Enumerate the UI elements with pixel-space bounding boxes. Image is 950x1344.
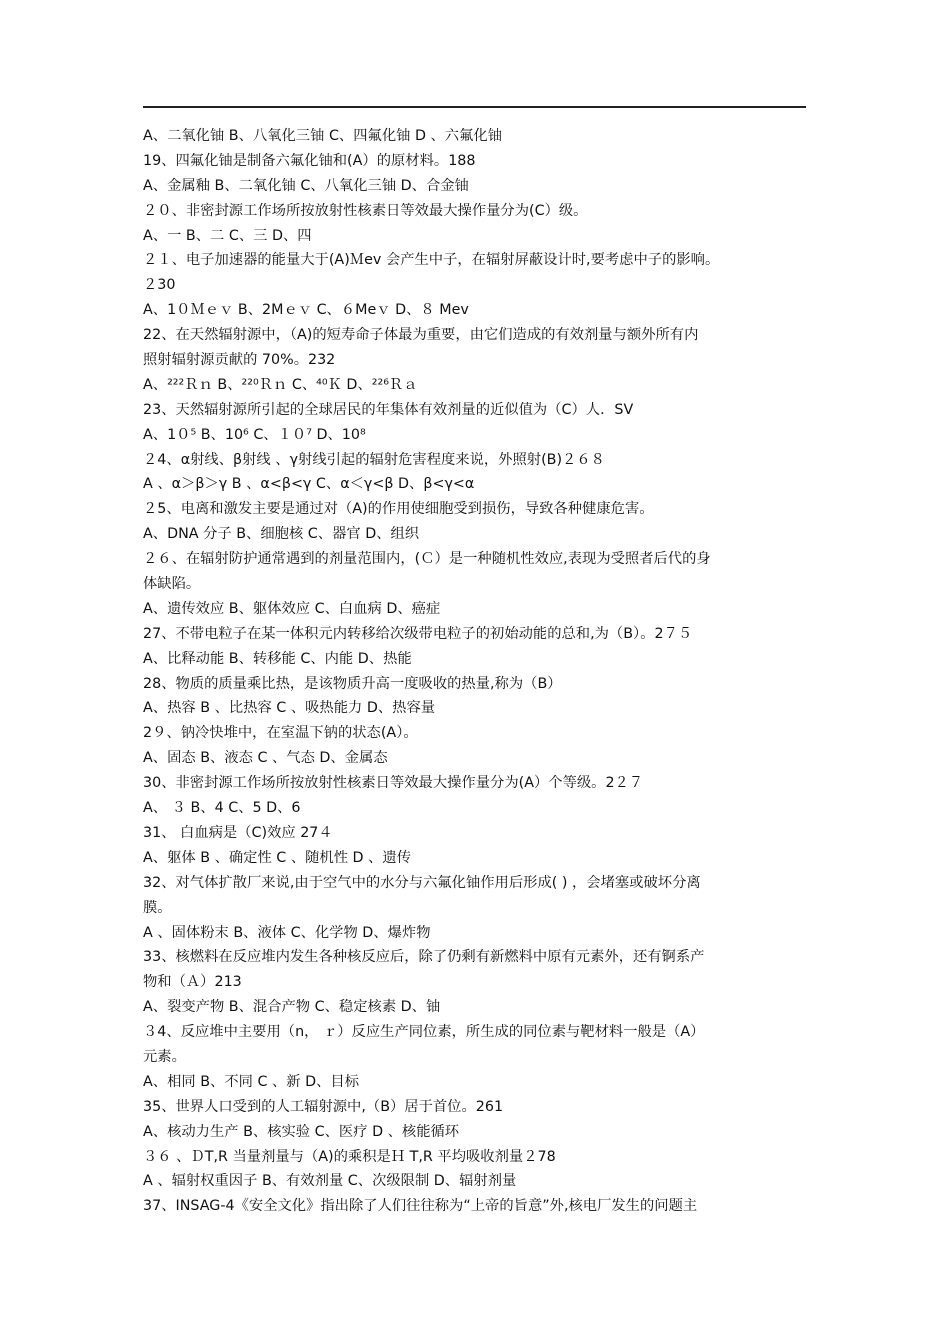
text-line: ２０、非密封源工作场所按放射性核素日等效最大操作量分为(C）级。 [143, 202, 588, 219]
text-line: ２６、在辐射防护通常遇到的剂量范围内，(Ｃ）是一种随机性效应,表现为受照者后代的身 [143, 551, 711, 568]
text-line: 体缺陷。 [143, 576, 201, 593]
text-line: 22、在天然辐射源中，（A)的短寿命子体最为重要，由它们造成的有效剂量与额外所有内 [143, 327, 699, 344]
text-line: 照射辐射源贡献的 70%。232 [143, 352, 336, 369]
text-line: ２１、电子加速器的能量大于(A)Ｍev 会产生中子，在辐射屏蔽设计时,要考虑中子的影响。 [143, 252, 720, 269]
text-line: A 、辐射权重因子 B、有效剂量 C、次级限制 D、辐射剂量 [143, 1173, 517, 1190]
text-line: A、二氧化铀 B、八氧化三铀 C、四氟化铀 D 、六氟化铀 [143, 128, 502, 144]
text-line: 27、不带电粒子在某一体积元内转移给次级带电粒子的初始动能的总和,为（B）。2７５ [143, 625, 693, 642]
text-line: A、金属釉 B、二氧化铀 C、八氧化三铀 D、合金铀 [143, 177, 469, 194]
text-line: A、相同 B、不同 C 、新 D、目标 [143, 1073, 360, 1090]
text-line: A、一 B、二 C、三 D、四 [143, 227, 312, 244]
text-line: 35、世界人口受到的人工辐射源中,（B）居于首位。261 [143, 1098, 504, 1115]
text-line: A、固态 B、液态 C 、气态 D、金属态 [143, 750, 388, 767]
text-line: A 、固体粉末 B、液体 C、化学物 D、爆炸物 [143, 924, 431, 941]
text-line: 元素。 [143, 1048, 186, 1065]
text-line: 30、非密封源工作场所按放射性核素日等效最大操作量分为(A）个等级。2２７ [143, 775, 644, 792]
text-line: A、热容 B 、比热容 C 、吸热能力 D、热容量 [143, 700, 436, 717]
text-line: 37、INSAG-4《安全文化》指出除了人们往往称为“上帝的旨意”外,核电厂发生的问题主 [143, 1198, 698, 1215]
text-line: 28、物质的质量乘比热，是该物质升高一度吸收的热量,称为（B） [143, 675, 562, 692]
text-line: A 、α＞β＞γ B 、α<β<γ C、α＜γ<β D、β<γ<α [143, 476, 475, 493]
text-line: 31、 白血病是（C)效应 27４ [143, 824, 333, 841]
text-line: 33、核燃料在反应堆内发生各种核反应后，除了仍剩有新燃料中原有元素外，还有锕系产 [143, 949, 705, 966]
header-rule [143, 106, 806, 108]
text-line: 19、四氟化铀是制备六氟化铀和(A）的原材料。188 [143, 152, 476, 169]
text-line: ２30 [143, 277, 176, 294]
text-line: A、²²²Ｒｎ B、²²⁰Ｒｎ C、⁴⁰Ｋ D、²²⁶Ｒａ [143, 376, 418, 393]
text-line: ３６ 、ＤT,R 当量剂量与（A)的乘积是Ｈ T,R 平均吸收剂量２78 [143, 1148, 556, 1165]
text-line: 膜。 [143, 899, 172, 916]
text-line: ２4、α射线、β射线 、γ射线引起的辐射危害程度来说，外照射(B)２６８ [143, 451, 605, 468]
text-line: A、比释动能 B、转移能 C、内能 D、热能 [143, 650, 412, 667]
text-line: 2９、钠冷快堆中，在室温下钠的状态(A）。 [143, 725, 418, 742]
text-line: A、遗传效应 B、躯体效应 C、白血病 D、癌症 [143, 600, 441, 617]
text-line: A、1０⁵ B、10⁶ C、１０⁷ D、10⁸ [143, 426, 366, 443]
text-line: A、核动力生产 B、核实验 C、医疗 D 、核能循环 [143, 1123, 460, 1140]
text-line: ３4、反应堆中主要用（n， ｒ）反应生产同位素，所生成的同位素与靶材料一般是（A） [143, 1024, 705, 1041]
text-line: 32、对气体扩散厂来说,由于空气中的水分与六氟化铀作用后形成( ) ，会堵塞或破坏分离 [143, 874, 701, 891]
text-line: 23、天然辐射源所引起的全球居民的年集体有效剂量的近似值为（C）人．SV [143, 401, 634, 418]
text-line: A、躯体 B 、确定性 C 、随机性 D 、遗传 [143, 849, 412, 866]
text-line: ２5、电离和激发主要是通过对（A)的作用使细胞受到损伤，导致各种健康危害。 [143, 501, 654, 518]
text-line: A、 ３ B、4 C、5 D、6 [143, 800, 301, 817]
document-body [143, 124, 808, 1219]
text-line: 物和（Ａ）213 [143, 974, 242, 991]
text-line: A、1０Ｍｅｖ B、2Mｅｖ C、６Meｖ D、８ Mev [143, 302, 469, 319]
text-line: A、裂变产物 B、混合产物 C、稳定核素 D、铀 [143, 999, 441, 1016]
text-line: A、DNA 分子 B、细胞核 C、器官 D、组织 [143, 526, 420, 543]
